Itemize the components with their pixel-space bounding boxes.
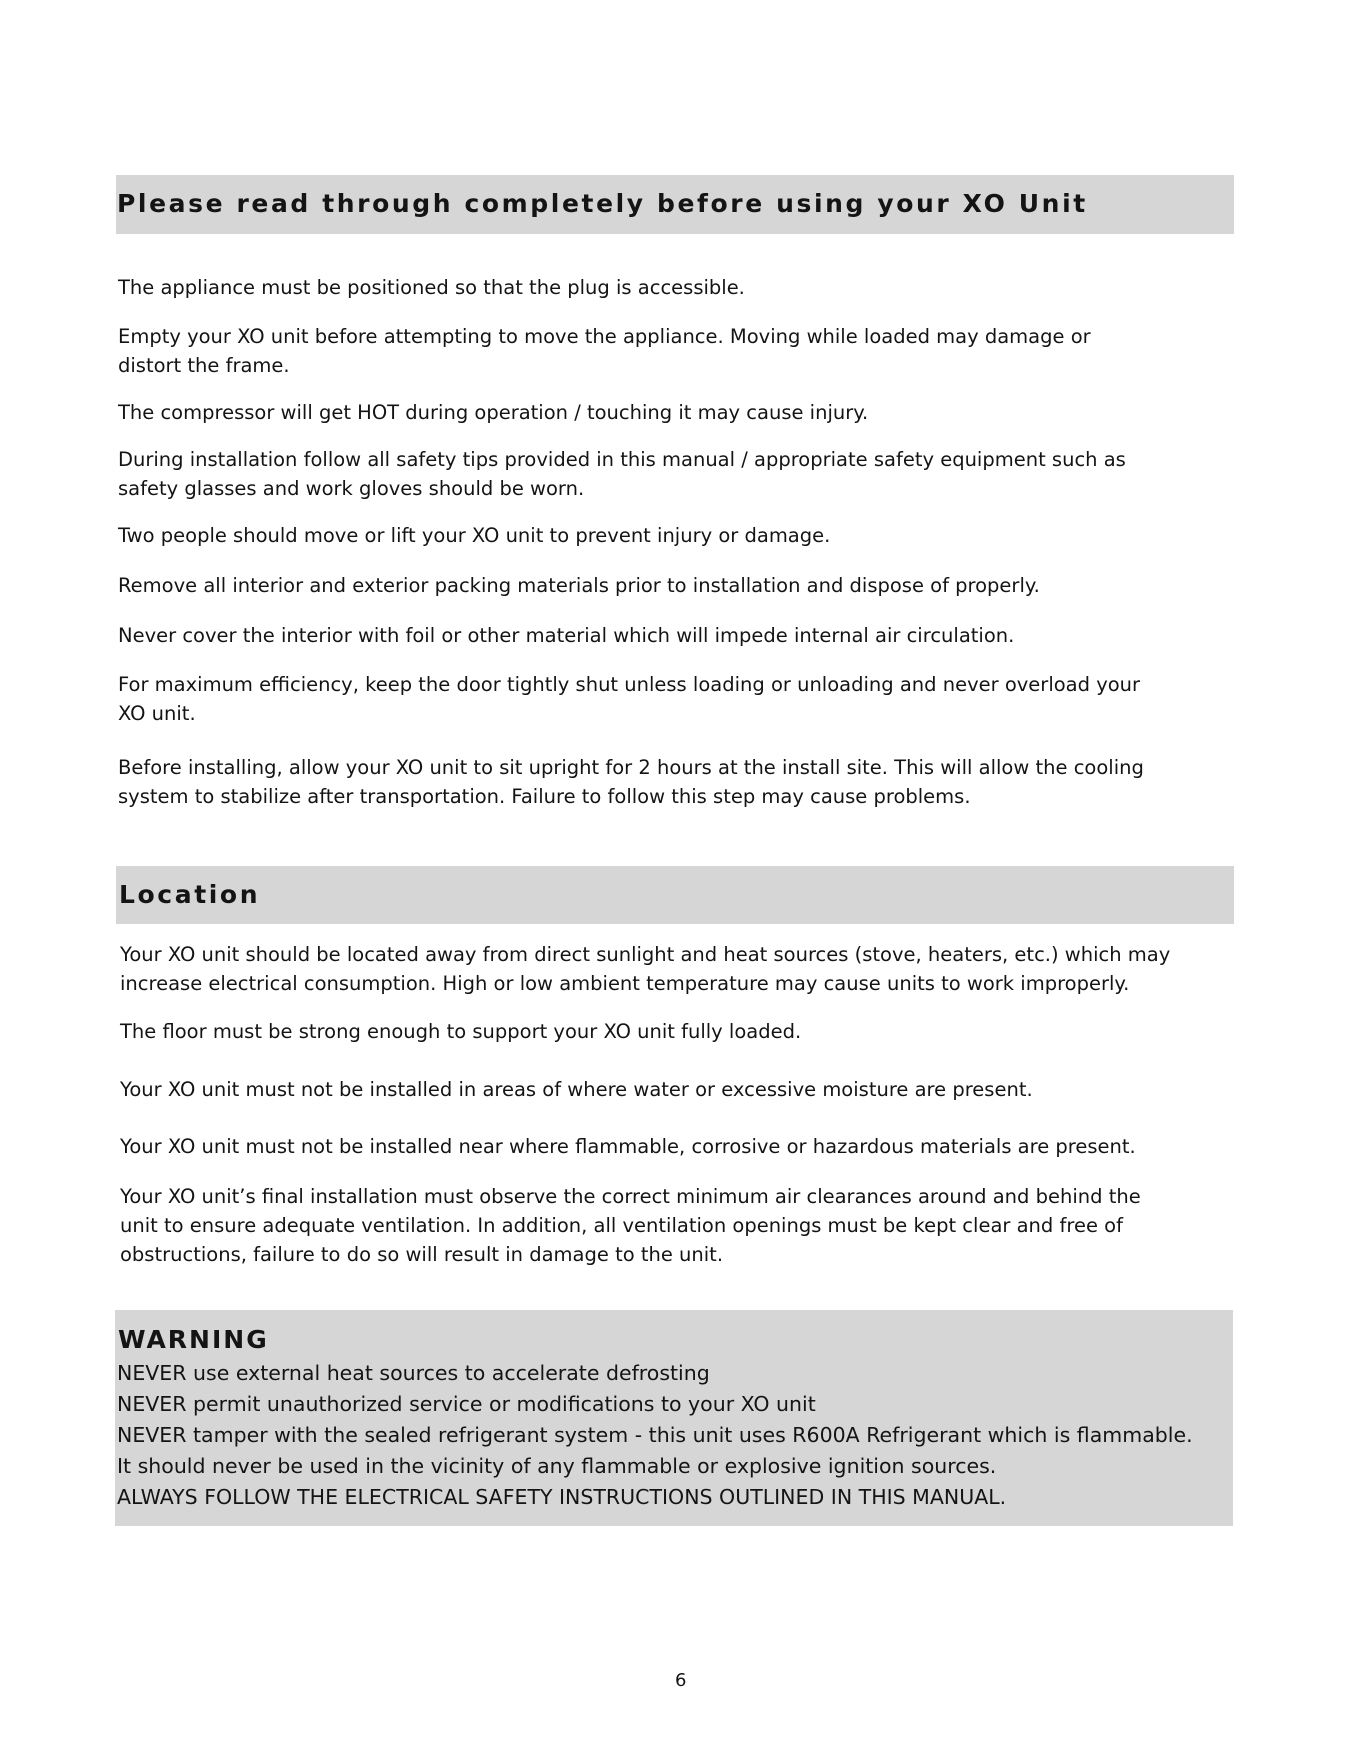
- para-line: Before installing, allow your XO unit to sit upright for 2 hours at the install site. This will allow the cooling: [118, 756, 1144, 779]
- para-no-water: [120, 1075, 1033, 1104]
- para-line: obstructions, failure to do so will result in damage to the unit.: [120, 1243, 724, 1266]
- warning-line: It should never be used in the vicinity of any flammable or explosive ignition sources.: [117, 1454, 997, 1478]
- para-line: Two people should move or lift your XO unit to prevent injury or damage.: [118, 524, 831, 547]
- para-line: increase electrical consumption. High or low ambient temperature may cause units to work improperly.: [120, 972, 1130, 995]
- para-line: The compressor will get HOT during operation / touching it may cause injury.: [118, 401, 869, 424]
- warning-lines: [117, 1358, 1193, 1513]
- para-line: Never cover the interior with foil or other material which will impede internal air circulation.: [118, 624, 1015, 647]
- para-line: Empty your XO unit before attempting to move the appliance. Moving while loaded may damage or: [118, 325, 1091, 348]
- para-floor-strong: [120, 1017, 801, 1046]
- para-line: distort the frame.: [118, 354, 290, 377]
- para-empty-unit: [118, 322, 1091, 380]
- para-line: unit to ensure adequate ventilation. In addition, all ventilation openings must be kept clear and free of: [120, 1214, 1123, 1237]
- para-compressor-hot: [118, 398, 868, 427]
- para-line: Remove all interior and exterior packing materials prior to installation and dispose of properly.: [118, 574, 1040, 597]
- para-line: Your XO unit’s final installation must observe the correct minimum air clearances around and behind the: [120, 1185, 1141, 1208]
- warning-line: NEVER use external heat sources to accelerate defrosting: [117, 1361, 710, 1385]
- warning-line: NEVER permit unauthorized service or modifications to your XO unit: [117, 1392, 816, 1416]
- para-line: The appliance must be positioned so that the plug is accessible.: [118, 276, 745, 299]
- para-never-cover: [118, 621, 1014, 650]
- para-line: The floor must be strong enough to support your XO unit fully loaded.: [120, 1020, 802, 1043]
- section-location-title: Location: [119, 880, 261, 909]
- section-location-header-band: [116, 866, 1234, 924]
- para-line: Your XO unit should be located away from direct sunlight and heat sources (stove, heaters, etc.) which may: [120, 943, 1171, 966]
- para-line: For maximum efficiency, keep the door tightly shut unless loading or unloading and never overload your: [118, 673, 1141, 696]
- para-line: safety glasses and work gloves should be worn.: [118, 477, 585, 500]
- para-before-installing: [118, 753, 1144, 811]
- para-line: XO unit.: [118, 702, 196, 725]
- para-remove-packing: [118, 571, 1040, 600]
- page-number: 6: [675, 1670, 687, 1691]
- warning-line: ALWAYS FOLLOW THE ELECTRICAL SAFETY INSTRUCTIONS OUTLINED IN THIS MANUAL.: [117, 1485, 1007, 1509]
- para-installation-safety: [118, 445, 1126, 503]
- warning-title: WARNING: [118, 1325, 269, 1354]
- para-two-people: [118, 521, 830, 550]
- para-line: Your XO unit must not be installed in areas of where water or excessive moisture are present.: [120, 1078, 1033, 1101]
- section-read-title: Please read through completely before using your XO Unit: [117, 189, 1088, 218]
- para-clearances: [120, 1182, 1141, 1269]
- para-line: system to stabilize after transportation. Failure to follow this step may cause problems.: [118, 785, 971, 808]
- para-line: During installation follow all safety tips provided in this manual / appropriate safety equipment such as: [118, 448, 1126, 471]
- para-max-efficiency: [118, 670, 1140, 728]
- para-plug-accessible: [118, 273, 745, 302]
- para-no-flammable: [120, 1132, 1136, 1161]
- para-line: Your XO unit must not be installed near where flammable, corrosive or hazardous materials are present.: [120, 1135, 1136, 1158]
- warning-line: NEVER tamper with the sealed refrigerant system - this unit uses R600A Refrigerant which is flammable.: [117, 1423, 1193, 1447]
- para-location-away: [120, 940, 1170, 998]
